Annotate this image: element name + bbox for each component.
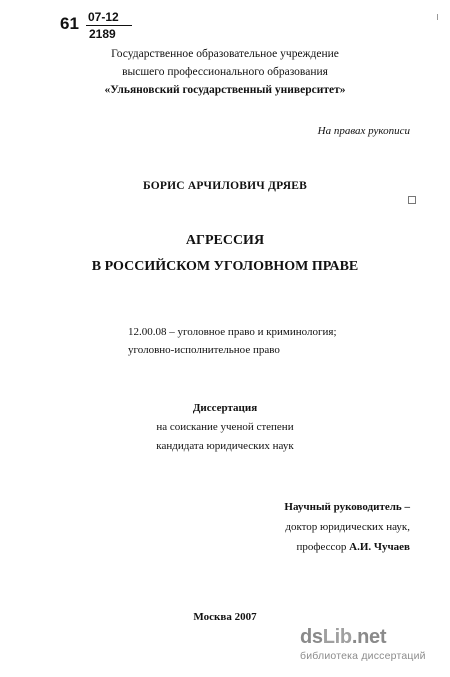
archive-stamp [60, 8, 160, 42]
thesis-title-line-1: АГРЕССИЯ [185, 233, 265, 248]
institution-line-2: высшего профессионального образования [122, 66, 328, 78]
supervisor-name: профессор А.И. Чучаев [296, 541, 410, 553]
stamp-code: 61 [60, 14, 79, 33]
institution-line-1: Государственное образовательное учреждение [111, 48, 339, 60]
scan-mark-box [408, 196, 416, 204]
author-name: БОРИС АРЧИЛОВИЧ ДРЯЕВ [143, 180, 307, 192]
manuscript-rights: На правах рукописи [317, 125, 410, 137]
specialty-line-1: 12.00.08 – уголовное право и криминология; [128, 326, 337, 338]
stamp-divider [86, 25, 132, 26]
stamp-top-number: 07-12 [88, 10, 119, 24]
supervisor-label: Научный руководитель – [284, 501, 410, 513]
stamp-bottom-number: 2189 [89, 27, 116, 41]
supervisor-degree: доктор юридических наук, [285, 521, 410, 533]
scan-mark [437, 14, 442, 20]
place-and-year: Москва 2007 [193, 611, 257, 623]
dslib-watermark [300, 626, 440, 662]
degree-label: Диссертация [192, 402, 258, 414]
institution-line-3: «Ульяновский государственный университет» [104, 84, 346, 96]
watermark-subtitle: библиотека диссертаций [300, 650, 426, 662]
thesis-title-line-2: В РОССИЙСКОМ УГОЛОВНОМ ПРАВЕ [91, 259, 359, 274]
specialty-line-2: уголовно-исполнительное право [128, 344, 280, 356]
degree-line-2: на соискание ученой степени [156, 421, 294, 433]
degree-line-3: кандидата юридических наук [156, 440, 294, 452]
dslib-logo: dsLib.net [300, 626, 387, 648]
